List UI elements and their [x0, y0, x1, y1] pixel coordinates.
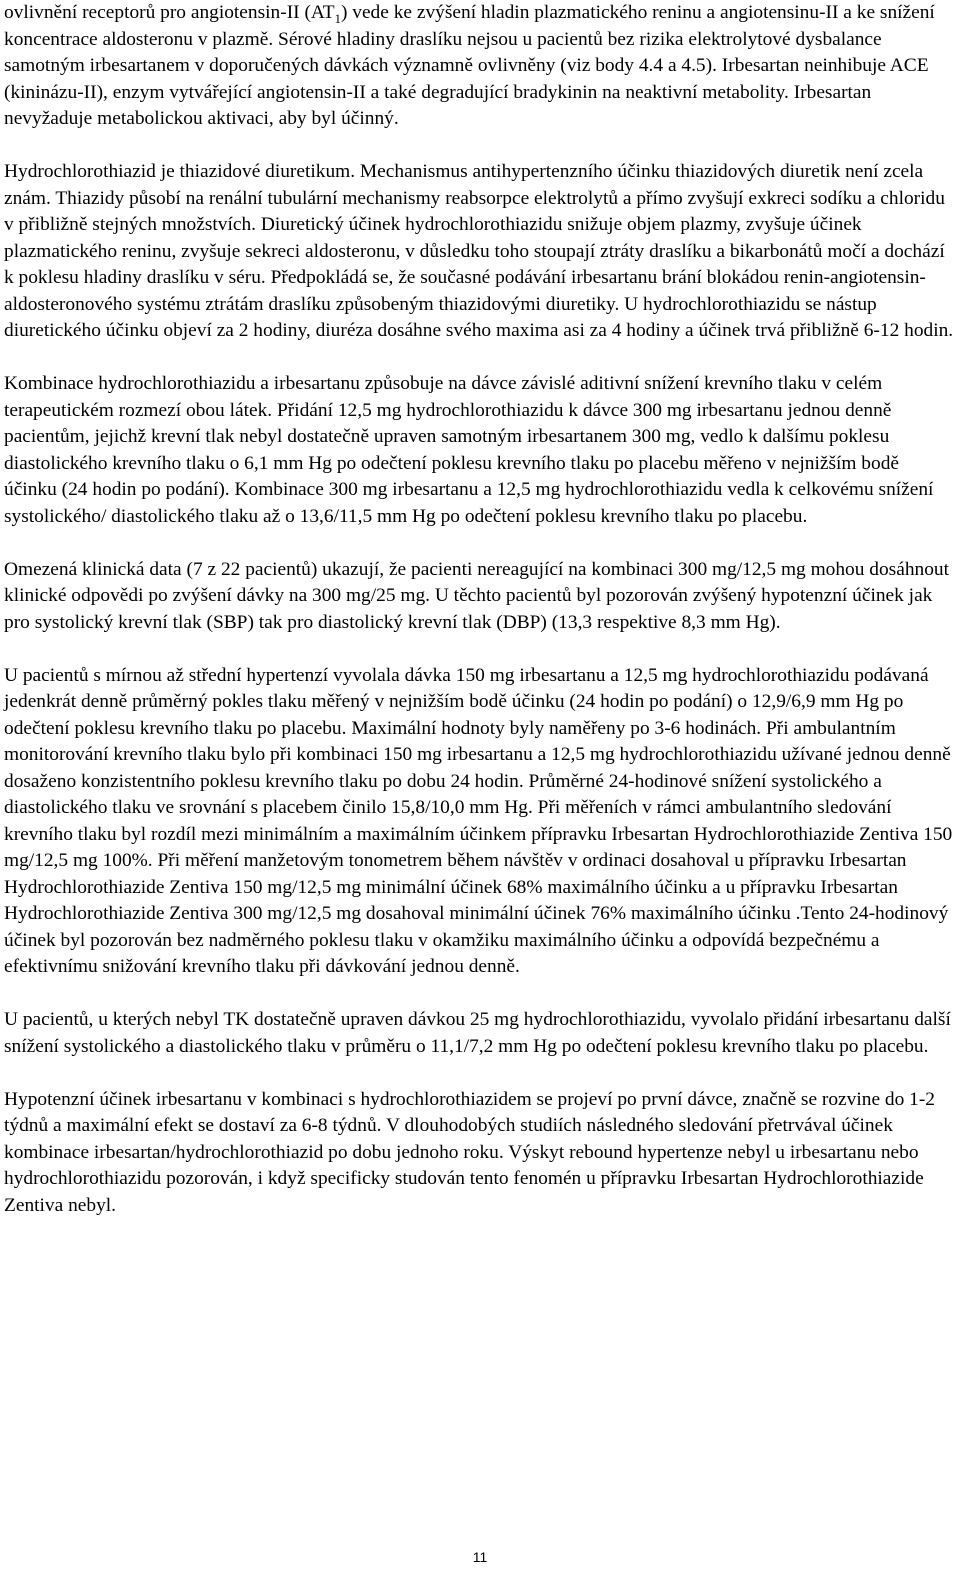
paragraph-mild-moderate-hypertension — [4, 663, 954, 981]
subscript-text: 1 — [334, 11, 341, 26]
paragraph-text: U pacientů s mírnou až střední hypertenzí vyvolala dávka 150 mg irbesartanu a 12,5 mg hydrochlorothiazidu podávaná jedenkrát denně průměrný pokles tlaku měřený v nejnižším bodě účinku (24 hodin po podání) o 12,9/6,9 mm Hg po odečtení poklesu krevního tlaku po placebu. Maximální hodnoty byly naměřeny po 3-6 hodinách. Při ambulantním monitorování krevního tlaku bylo při kombinaci 150 mg irbesartanu a 12,5 mg hydrochlorothiazidu užívané jednou denně dosaženo konzistentního poklesu krevního tlaku po dobu 24 hodin. Průměrné 24-hodinové snížení systolického a diastolického tlaku ve srovnání s placebem činilo 15,8/10,0 mm Hg. Při měřeních v rámci ambulantního sledování krevního tlaku byl rozdíl mezi minimálním a maximálním účinkem přípravku Irbesartan Hydrochlorothiazide Zentiva 150 mg/12,5 mg 100%. Při měření manžetovým tonometrem během návštěv v ordinaci dosahoval u přípravku Irbesartan Hydrochlorothiazide Zentiva 150 mg/12,5 mg minimální účinek 68% maximálního účinku a u přípravku Irbesartan Hydrochlorothiazide Zentiva 300 mg/12,5 mg dosahoval minimální účinek 76% maximálního účinku .Tento 24-hodinový účinek byl pozorován bez nadměrného poklesu tlaku v okamžiku maximálního účinku a odpovídá bezpečnému a efektivnímu snižování krevního tlaku při dávkování jednou denně. — [4, 664, 953, 977]
paragraph-limited-clinical-data — [4, 557, 954, 637]
paragraph-text: Hydrochlorothiazid je thiazidové diuretikum. Mechanismus antihypertenzního účinku thiazidových diuretik není zcela znám. Thiazidy působí na renální tubulární mechanismy reabsorpce elektrolytů a přímo zvyšují exkreci sodíku a chloridu v přibližně stejných množstvích. Diuretický účinek hydrochlorothiazidu snižuje objem plazmy, zvyšuje účinek plazmatického reninu, zvyšuje sekreci aldosteronu, v důsledku toho stoupají ztráty draslíku a bikarbonátů močí a dochází k poklesu hladiny draslíku v séru. Předpokládá se, že současné podávání irbesartanu brání blokádou renin-angiotensin-aldosteronového systému ztrátám draslíku způsobeným thiazidovými diuretiky. U hydrochlorothiazidu se nástup diuretického účinku objeví za 2 hodiny, diuréza dosáhne svého maxima asi za 4 hodiny a účinek trvá přibližně 6-12 hodin. — [4, 161, 954, 341]
document-body — [4, 0, 954, 1246]
paragraph-text: Omezená klinická data (7 z 22 pacientů) ukazují, že pacienti nereagující na kombinaci 300 mg/12,5 mg mohou dosáhnout klinické odpovědi po zvýšení dávky na 300 mg/25 mg. U těchto pacientů byl pozorován zvýšený hypotenzní účinek jak pro systolický krevní tlak (SBP) tak pro diastolický krevní tlak (DBP) (13,3 respektive 8,3 mm Hg). — [4, 558, 949, 633]
paragraph-text: Kombinace hydrochlorothiazidu a irbesartanu způsobuje na dávce závislé aditivní snížení krevního tlaku v celém terapeutickém rozmezí obou látek. Přidání 12,5 mg hydrochlorothiazidu k dávce 300 mg irbesartanu jednou denně pacientům, jejichž krevní tlak nebyl dostatečně upraven samotným irbesartanem 300 mg, vedlo k dalšímu poklesu diastolického krevního tlaku o 6,1 mm Hg po odečtení poklesu krevního tlaku po placebu měřeno v nejnižším bodě účinku (24 hodin po podání). Kombinace 300 mg irbesartanu a 12,5 mg hydrochlorothiazidu vedla k celkovému snížení systolického/ diastolického tlaku až o 13,6/11,5 mm Hg po odečtení poklesu krevního tlaku po placebu. — [4, 373, 934, 527]
paragraph-added-irbesartan — [4, 1007, 954, 1060]
paragraph-text: U pacientů, u kterých nebyl TK dostatečně upraven dávkou 25 mg hydrochlorothiazidu, vyvolalo přidání irbesartanu další snížení systolického a diastolického tlaku v průměru o 11,1/7,2 mm Hg po odečtení poklesu krevního tlaku po placebu. — [4, 1009, 951, 1057]
paragraph-text: ovlivnění receptorů pro angiotensin-II (AT — [4, 2, 335, 23]
paragraph-hydrochlorothiazide-mechanism — [4, 159, 954, 345]
paragraph-text: Hypotenzní účinek irbesartanu v kombinaci s hydrochlorothiazidem se projeví po první dávce, značně se rozvine do 1-2 týdnů a maximální efekt se dostaví za 6-8 týdnů. V dlouhodobých studiích následného sledování přetrvával účinek kombinace irbesartan/hydrochlorothiazid po dobu jednoho roku. Výskyt rebound hypertenze nebyl u irbesartanu nebo hydrochlorothiazidu pozorován, i když specificky studován tento fenomén u přípravku Irbesartan Hydrochlorothiazide Zentiva nebyl. — [4, 1088, 935, 1216]
paragraph-combination-effect — [4, 371, 954, 530]
paragraph-hypotensive-onset — [4, 1087, 954, 1220]
paragraph-text: ) vede ke zvýšení hladin plazmatického reninu a angiotensinu-II a ke snížení koncentrace aldosteronu v plazmě. Sérové hladiny draslíku nejsou u pacientů bez rizika elektrolytové dysbalance samotným irbesartanem v doporučených dávkách významně ovlivněny (viz body 4.4 a 4.5). Irbesartan neinhibuje ACE (kininázu-II), enzym vytvářející angiotensin-II a také degradující bradykinin na neaktivní metabolity. Irbesartan nevyžaduje metabolickou aktivaci, aby byl účinný. — [4, 2, 935, 129]
page-number: 11 — [472, 1549, 488, 1565]
paragraph-receptor-effects — [4, 0, 954, 133]
